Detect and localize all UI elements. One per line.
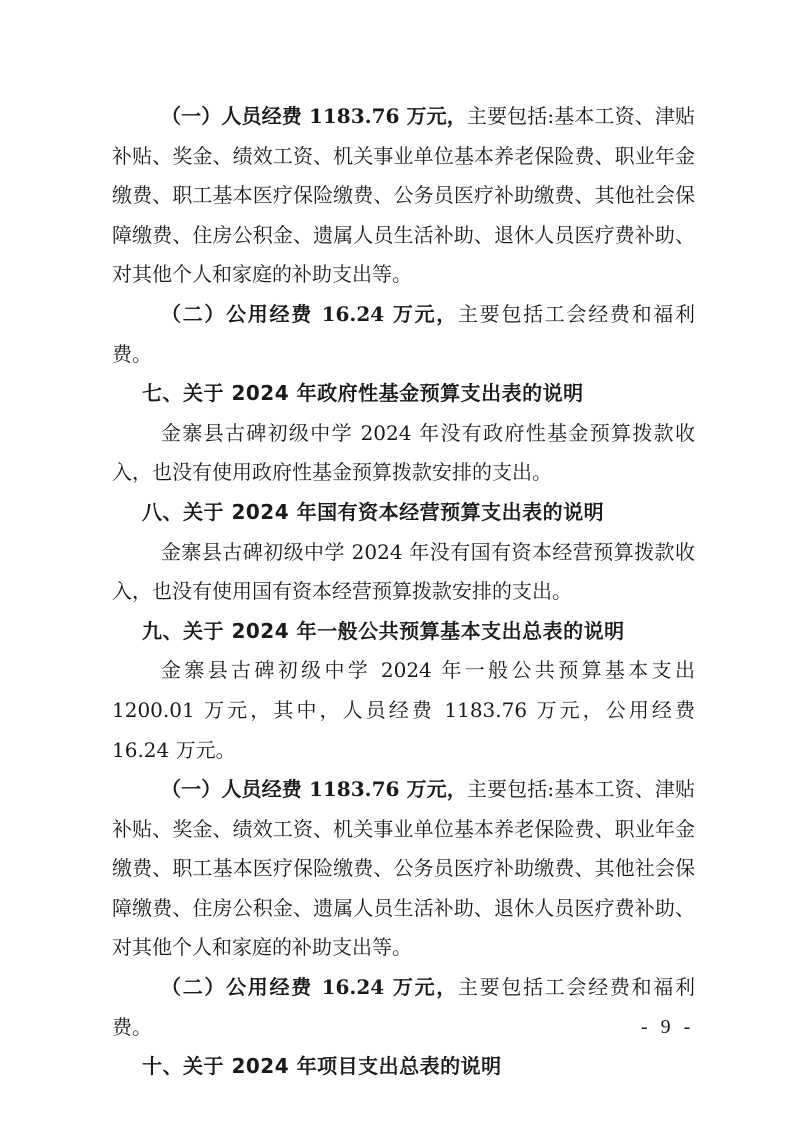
public-expense-lead: （二）公用经费 16.24 万元， bbox=[161, 301, 458, 326]
page-number: - 9 - bbox=[641, 1016, 695, 1038]
section-9-personnel-expense-paragraph bbox=[112, 770, 695, 968]
document-page bbox=[112, 97, 695, 1087]
section-9-personnel-expense-body: 主要包括:基本工资、津贴补贴、奖金、绩效工资、机关事业单位基本养老保险费、职业年金缴费、职工基本医疗保险缴费、公务员医疗补助缴费、其他社会保障缴费、住房公积金、遗属人员生活补助、退休人员医疗费补助、对其他个人和家庭的补助支出等。 bbox=[112, 777, 695, 960]
personnel-expense-paragraph bbox=[112, 97, 695, 295]
section-9-body: 金寨县古碑初级中学 2024 年一般公共预算基本支出 1200.01 万元，其中，人员经费 1183.76 万元，公用经费 16.24 万元。 bbox=[112, 658, 695, 762]
personnel-expense-body: 主要包括:基本工资、津贴补贴、奖金、绩效工资、机关事业单位基本养老保险费、职业年金缴费、职工基本医疗保险缴费、公务员医疗补助缴费、其他社会保障缴费、住房公积金、遗属人员生活补助、退休人员医疗费补助、对其他个人和家庭的补助支出等。 bbox=[112, 104, 695, 287]
section-10-heading: 十、关于 2024 年项目支出总表的说明 bbox=[142, 1054, 502, 1079]
section-7-heading: 七、关于 2024 年政府性基金预算支出表的说明 bbox=[142, 381, 584, 406]
public-expense-paragraph bbox=[112, 295, 695, 374]
section-9-heading: 九、关于 2024 年一般公共预算基本支出总表的说明 bbox=[142, 618, 625, 643]
section-9-public-expense-paragraph bbox=[112, 968, 695, 1047]
section-8-body: 金寨县古碑初级中学 2024 年没有国有资本经营预算拨款收入，也没有使用国有资本经营预算拨款安排的支出。 bbox=[112, 539, 695, 604]
section-9-public-expense-lead: （二）公用经费 16.24 万元， bbox=[161, 975, 458, 1000]
personnel-expense-lead: （一）人员经费 1183.76 万元， bbox=[161, 104, 467, 128]
section-8-heading: 八、关于 2024 年国有资本经营预算支出表的说明 bbox=[142, 499, 605, 524]
public-expense-body: 主要包括工会经费和福利费。 bbox=[112, 301, 696, 366]
section-7-body: 金寨县古碑初级中学 2024 年没有政府性基金预算拨款收入，也没有使用政府性基金预算拨款安排的支出。 bbox=[112, 420, 695, 485]
section-9-personnel-expense-lead: （一）人员经费 1183.76 万元， bbox=[161, 777, 467, 802]
section-9-public-expense-body: 主要包括工会经费和福利费。 bbox=[112, 975, 696, 1039]
